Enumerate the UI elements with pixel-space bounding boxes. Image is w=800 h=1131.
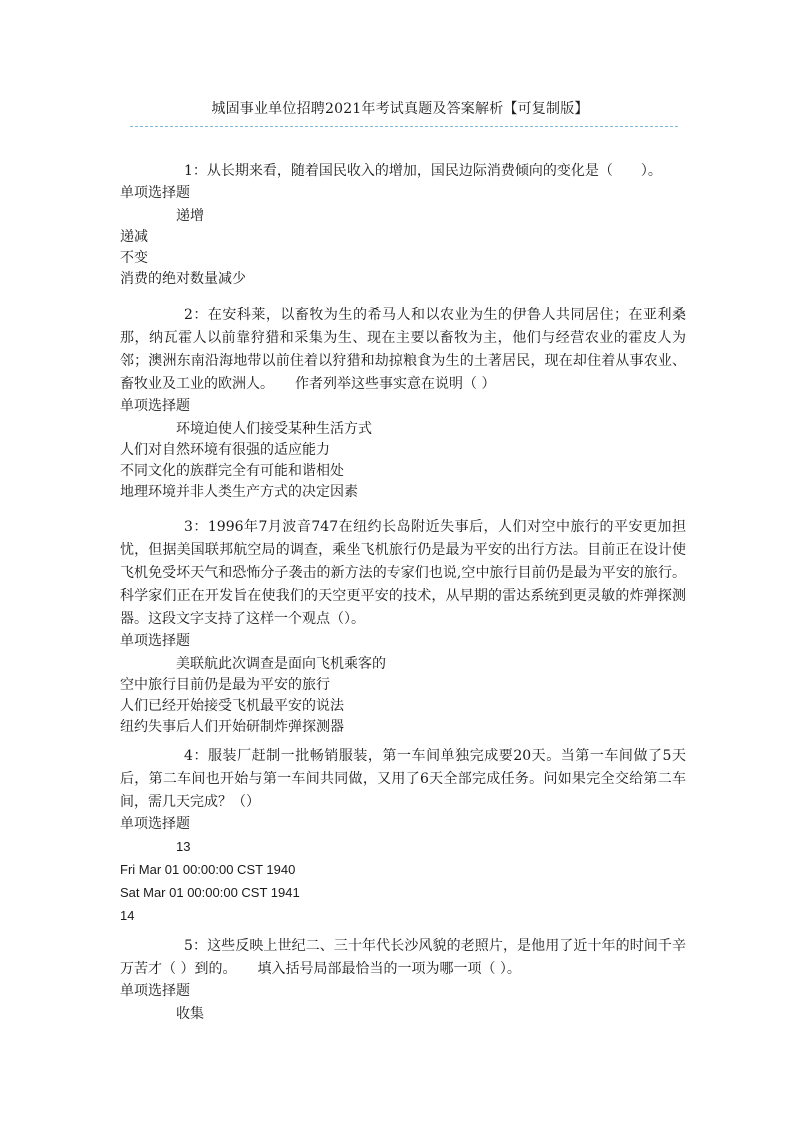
question-1 [120,160,686,290]
option-d: 消费的绝对数量减少 [120,271,246,287]
question-text: 2：在安科莱，以畜牧为生的希马人和以农业为生的伊鲁人共同居住；在亚利桑那，纳瓦霍人以前靠狩猎和采集为生、现在主要以畜牧为主，他们与经营农业的霍皮人为邻；澳洲东南沿海地带以前住着以狩猎和劫掠粮食为生的土著居民，现在却住着从事农业、畜牧业及工业的欧洲人。 作者列举这些事实意在说明（ ） [120,307,686,392]
option-a: 环境迫使人们接受某种生活方式 [176,421,372,437]
question-text: 4：服装厂赶制一批畅销服装，第一车间单独完成要20天。当第一车间做了5天后，第二车间也开始与第一车间共同做，又用了6天全部完成任务。问如果完全交给第二车间，需几天完成？（） [120,748,686,810]
question-text: 1：从长期来看，随着国民收入的增加，国民边际消费倾向的变化是（ ）。 [184,163,662,179]
question-type: 单项选择题 [120,816,190,832]
option-c: 人们已经开始接受飞机最平安的说法 [120,698,344,714]
option-d: 地理环境并非人类生产方式的决定因素 [120,484,358,500]
option-b: Fri Mar 01 00:00:00 CST 1940 [120,862,296,877]
option-b: 空中旅行目前仍是最为平安的旅行 [120,677,330,693]
question-type: 单项选择题 [120,398,190,414]
option-c: 不变 [120,250,148,266]
question-text: 5：这些反映上世纪二、三十年代长沙风貌的老照片，是他用了近十年的时间千辛万苦才（ ）到的。 填入括号局部最恰当的一项为哪一项（ ）。 [120,938,686,977]
document-title: 城固事业单位招聘2021年考试真题及答案解析【可复制版】 [211,101,589,117]
title-divider [130,126,678,127]
option-a: 收集 [176,1006,204,1022]
question-type: 单项选择题 [120,983,190,999]
option-d: 纽约失事后人们开始研制炸弹探测器 [120,719,344,735]
question-2 [120,304,686,503]
option-a: 递增 [176,208,204,224]
question-type: 单项选择题 [120,185,190,201]
option-a: 13 [176,839,191,854]
option-c: 不同文化的族群完全有可能和谐相处 [120,463,344,479]
question-4 [120,745,686,927]
question-text: 3：1996年7月波音747在纽约长岛附近失事后，人们对空中旅行的平安更加担忧，但据美国联邦航空局的调查，乘坐飞机旅行仍是最为平安的出行方法。目前正在设计使飞机免受坏天气和恐怖分子袭击的新方法的专家们也说,空中旅行目前仍是最为平安的旅行。科学家们正在开发旨在使我们的天空更平安的技术，从早期的雷达系统到更灵敏的炸弹探测器。这段文字支持了这样一个观点（）。 [120,519,686,627]
question-type: 单项选择题 [120,633,190,649]
option-d: 14 [120,908,135,923]
option-c: Sat Mar 01 00:00:00 CST 1941 [120,885,300,900]
option-b: 人们对自然环境有很强的适应能力 [120,442,330,458]
question-5 [120,935,686,1025]
option-a: 美联航此次调查是面向飞机乘客的 [176,656,386,672]
question-3 [120,516,686,738]
option-b: 递减 [120,229,148,245]
